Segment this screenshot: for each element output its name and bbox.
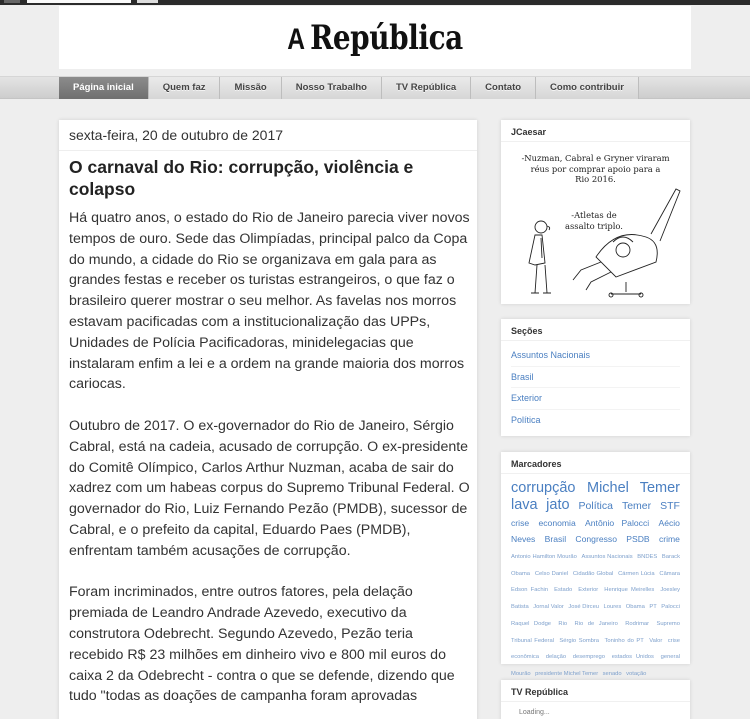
tag-link[interactable]: PSDB <box>626 534 650 544</box>
tag-link[interactable]: Joesley Batista <box>511 587 680 611</box>
tag-link[interactable]: crise <box>511 518 530 528</box>
widget-title: JCaesar <box>501 120 690 142</box>
tag-link[interactable]: BNDES <box>637 554 658 560</box>
tag-link[interactable]: estados Unidos <box>611 654 654 661</box>
tag-link[interactable]: corrupção <box>511 480 576 496</box>
figure-body <box>529 235 545 265</box>
site-logo[interactable] <box>116 18 634 58</box>
nav-item-contato[interactable]: Contato <box>471 77 536 99</box>
section-link-exterior[interactable]: Exterior <box>511 388 680 410</box>
tag-link[interactable]: Obama <box>625 604 645 611</box>
tag-link[interactable]: Política <box>578 500 613 512</box>
go-button[interactable] <box>137 0 158 3</box>
nav-item-nosso-trabalho[interactable]: Nosso Trabalho <box>282 77 382 99</box>
tag-link[interactable]: Rio <box>558 620 568 627</box>
widget-marcadores <box>501 452 690 677</box>
tag-link[interactable]: Barack Obama <box>511 554 680 577</box>
tag-link[interactable]: Raquel Dodge <box>511 620 552 627</box>
post-paragraph: Outubro de 2017. O ex-governador do Rio de Janeiro, Sérgio Cabral, está na cadeia, acusado de corrupção. O ex-presidente do Comitê Olímpico, Carlos Arthur Nuzman, acaba de sair do xadrez com um habeas corpus do Supremo Tribunal Federal. O governador do Rio, Luiz Fernando Pezão (PMDB), sucessor de Cabral, e o prefeito da capital, Eduardo Paes (PMDB), enfrentam também acusações de corrupção. <box>69 417 470 559</box>
tag-link[interactable]: presidente Michel Temer <box>535 670 599 677</box>
section-link-brasil[interactable]: Brasil <box>511 367 680 389</box>
main-nav <box>59 77 639 99</box>
tag-link[interactable]: votação <box>626 670 647 677</box>
tag-link[interactable]: Cidadão Global <box>572 570 614 577</box>
cartoon-drawing <box>501 142 690 302</box>
tag-link[interactable]: Câmara <box>659 570 681 577</box>
tag-link[interactable]: Loures <box>603 604 622 611</box>
secoes-list <box>501 341 690 435</box>
tag-link[interactable]: Exterior <box>578 587 599 594</box>
browser-top-bar <box>0 0 750 5</box>
tag-link[interactable]: PT <box>649 604 657 611</box>
caption-line: -Nuzman, Cabral e Gryner viraram <box>521 153 670 163</box>
post-body <box>69 208 471 719</box>
post-title[interactable]: O carnaval do Rio: corrupção, violência e colapso <box>69 157 414 199</box>
tag-link[interactable]: Henrique Meirelles <box>604 587 655 594</box>
address-input[interactable] <box>27 0 131 3</box>
section-link-politica[interactable]: Política <box>511 414 541 425</box>
loading-text: Loading... <box>519 709 550 716</box>
widget-cartoon <box>501 120 690 304</box>
logo-title: República <box>310 18 463 58</box>
tag-link[interactable]: lava jato <box>511 497 570 513</box>
tag-link[interactable]: Celso Daniel <box>534 570 569 577</box>
widget-title: Seções <box>501 319 690 341</box>
divider <box>59 150 477 151</box>
chair-back <box>651 189 680 241</box>
nav-item-miss-o[interactable]: Missão <box>220 77 281 99</box>
tag-link[interactable]: Palocci <box>661 604 680 611</box>
tag-link[interactable]: Valor <box>649 637 663 644</box>
tag-link[interactable]: STF <box>660 500 680 512</box>
widget-title: Marcadores <box>501 452 690 474</box>
tag-link[interactable]: Cármen Lúcia <box>618 570 655 577</box>
navigation-bar <box>0 76 750 99</box>
figure-head <box>616 243 630 257</box>
section-link-assuntos-nacionais[interactable]: Assuntos Nacionais <box>511 345 680 367</box>
menu-icon[interactable] <box>4 0 20 3</box>
site-header <box>59 6 691 69</box>
tag-link[interactable]: crise econômica <box>511 637 680 661</box>
post-paragraph: Há quatro anos, o estado do Rio de Janeiro parecia viver novos tempos de ouro. Sede das Olimpíadas, principal palco da Copa do mundo, a cidade do Rio se organizava em gala para as grandes festas e receber os turistas estrangeiros, o que faz o brasileiro querer mostrar o seu melhor. As favelas nos morros estavam pacificadas com a institucionalização das UPPs, Unidades de Polícia Pacificadoras, minidelegacias que instalaram enfim a lei e a ordem na grande maioria dos morros cariocas. <box>69 210 470 393</box>
widget-tv-republica <box>501 680 690 719</box>
logo-prefix: A <box>287 23 304 56</box>
tag-link[interactable]: crime <box>658 534 680 544</box>
post-date: sexta-feira, 20 de outubro de 2017 <box>69 127 284 143</box>
tag-link[interactable]: Congresso <box>575 534 617 544</box>
reply-line: -Atletas de <box>571 210 617 220</box>
tag-link[interactable]: Michel Temer <box>586 480 680 496</box>
caption-line: Rio 2016. <box>575 174 616 184</box>
nav-item-como-contribuir[interactable]: Como contribuir <box>536 77 639 99</box>
widget-secoes <box>501 319 690 436</box>
tag-link[interactable]: delação <box>545 654 567 661</box>
blog-post <box>59 120 477 719</box>
tag-link[interactable]: Aécio Neves <box>511 518 680 544</box>
tag-link[interactable]: José Dirceu <box>568 604 600 611</box>
tag-link[interactable]: desemprego <box>572 654 605 661</box>
nav-item-quem-faz[interactable]: Quem faz <box>149 77 221 99</box>
tag-link[interactable]: Rio de Janeiro <box>574 620 618 627</box>
tag-link[interactable]: Supremo Tribunal Federal <box>511 620 680 644</box>
reply-line: assalto triplo. <box>565 220 623 231</box>
post-paragraph: Foram incriminados, entre outros fatores, pela delação premiada de Leandro Andrade Azevedo, executivo da construtora Odebrecht. Segundo Azevedo, Pezão teria recebido R$ 23 milhões em dinheiro vivo e 800 mil euros do caixa 2 da Odebrecht - contra o que se defende, dizendo que tudo "todas as doações de campanha foram aprovadas <box>69 584 455 705</box>
tag-link[interactable]: Estado <box>554 587 573 594</box>
tag-link[interactable]: senado <box>602 670 622 677</box>
tag-link[interactable]: Toninho do PT <box>604 637 644 644</box>
tag-link[interactable]: Antônio Palocci <box>585 518 650 528</box>
nav-item-tv-rep-blica[interactable]: TV República <box>382 77 471 99</box>
widget-title: TV República <box>501 680 690 702</box>
nav-item-p-gina-inicial[interactable]: Página inicial <box>59 77 149 99</box>
tag-link[interactable]: Rodrimar <box>625 620 650 627</box>
tag-link[interactable]: Jornal Valor <box>533 604 564 611</box>
cartoon-image[interactable] <box>501 142 690 302</box>
tag-link[interactable]: Brasil <box>544 534 567 544</box>
caption-line: réus por comprar apoio para a <box>530 163 661 174</box>
tag-link[interactable]: Antonio Hamilton Mourão <box>511 554 577 560</box>
tag-link[interactable]: Sérgio Sombra <box>559 637 600 644</box>
tag-link[interactable]: Edson Fachin <box>511 587 549 594</box>
tag-link[interactable]: Assuntos Nacionais <box>581 554 633 560</box>
tag-link[interactable]: Temer <box>621 500 652 512</box>
figure-head <box>535 221 547 233</box>
tag-link[interactable]: general Mourão <box>511 654 680 677</box>
tag-link[interactable]: economia <box>538 518 576 528</box>
tag-cloud <box>501 474 690 680</box>
